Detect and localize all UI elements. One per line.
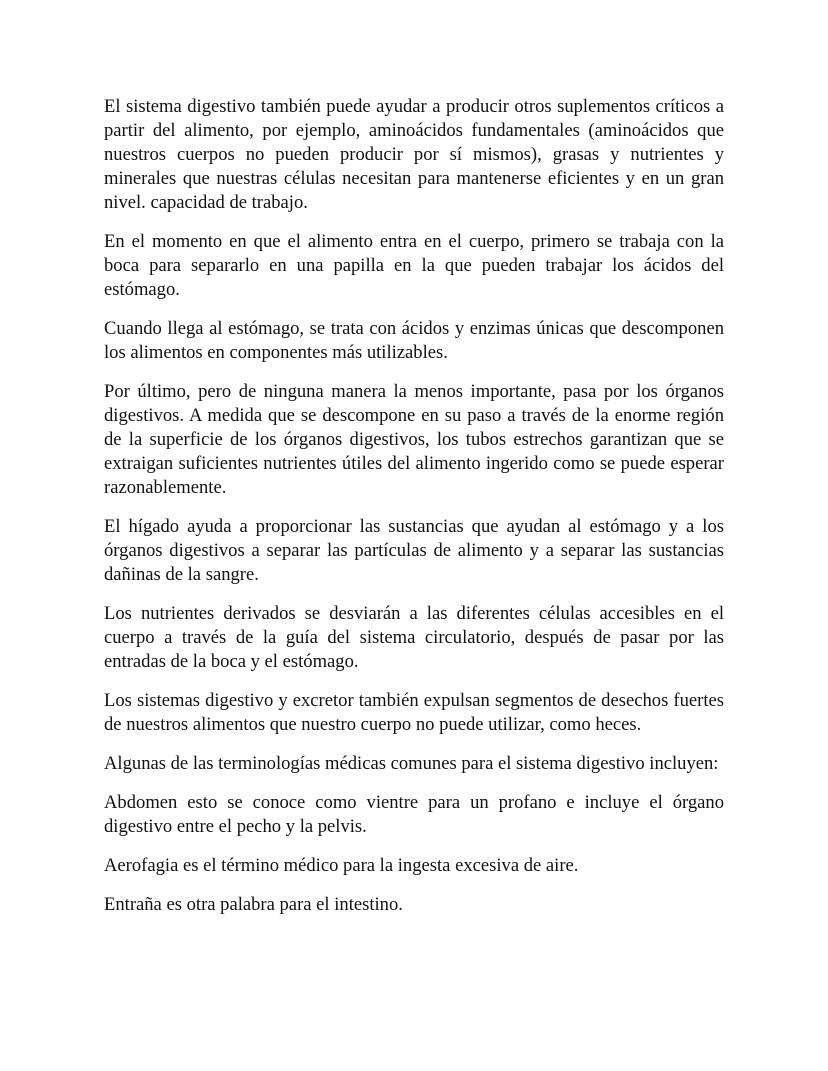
document-page — [104, 95, 724, 932]
paragraph-9: Abdomen esto se conoce como vientre para un profano e incluye el órgano digestivo entre el pecho y la pelvis. — [104, 792, 724, 837]
paragraph-1: El sistema digestivo también puede ayudar a producir otros suplementos críticos a partir del alimento, por ejemplo, aminoácidos fundamentales (aminoácidos que nuestros cuerpos no pueden producir por sí mismos), grasas y nutrientes y minerales que nuestras células necesitan para mantenerse eficientes y en un gran nivel. capacidad de trabajo. — [104, 96, 724, 213]
paragraph-10: Aerofagia es el término médico para la ingesta excesiva de aire. — [104, 855, 579, 876]
paragraph-3: Cuando llega al estómago, se trata con ácidos y enzimas únicas que descomponen los alimentos en componentes más utilizables. — [104, 318, 724, 363]
paragraph-6: Los nutrientes derivados se desviarán a las diferentes células accesibles en el cuerpo a través de la guía del sistema circulatorio, después de pasar por las entradas de la boca y el estómago. — [104, 603, 724, 672]
paragraph-7: Los sistemas digestivo y excretor también expulsan segmentos de desechos fuertes de nuestros alimentos que nuestro cuerpo no puede utilizar, como heces. — [104, 690, 724, 735]
paragraph-5: El hígado ayuda a proporcionar las sustancias que ayudan al estómago y a los órganos digestivos a separar las partículas de alimento y a separar las sustancias dañinas de la sangre. — [104, 516, 724, 585]
paragraph-8: Algunas de las terminologías médicas comunes para el sistema digestivo incluyen: — [104, 753, 719, 774]
paragraph-11: Entraña es otra palabra para el intestino. — [104, 894, 403, 915]
paragraph-4: Por último, pero de ninguna manera la menos importante, pasa por los órganos digestivos. A medida que se descompone en su paso a través de la enorme región de la superficie de los órganos digestivos, los tubos estrechos garantizan que se extraigan suficientes nutrientes útiles del alimento ingerido como se puede esperar razonablemente. — [104, 381, 724, 498]
paragraph-2: En el momento en que el alimento entra en el cuerpo, primero se trabaja con la boca para separarlo en una papilla en la que pueden trabajar los ácidos del estómago. — [104, 231, 724, 300]
